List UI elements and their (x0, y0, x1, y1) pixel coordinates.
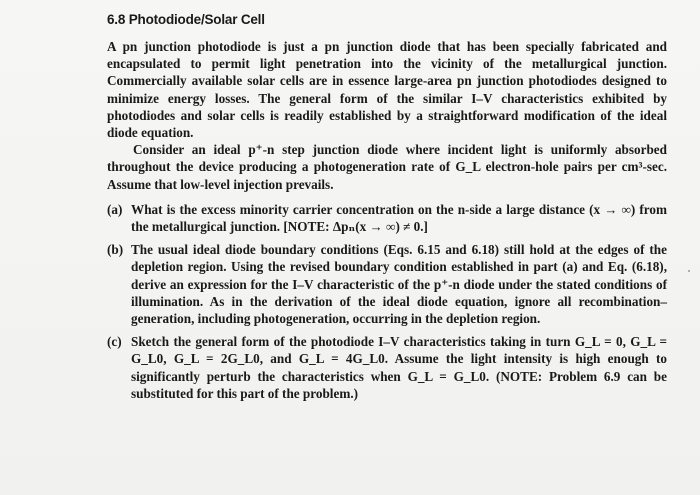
part-text: Sketch the general form of the photodiode I–V characteristics taking in turn G_L = 0, G_L = G_L0, G_L = 2G_L0, and G_L = 4G_L0. Assume the light intensity is high enough to significantly perturb the characteristics when G_L = G_L0. (NOTE: Problem 6.9 can be substituted for this part of the problem.) (131, 334, 667, 401)
setup-paragraph: Consider an ideal p⁺-n step junction diode where incident light is uniformly absorbed throughout the device producing a photogeneration rate of G_L electron-hole pairs per cm³-sec. Assume that low-level injection prevails. (107, 142, 667, 192)
part-label: (c) (107, 334, 122, 350)
scan-speck (688, 270, 690, 272)
problem-part-c (107, 333, 667, 402)
problem-part-b (107, 241, 667, 327)
problem-parts (107, 201, 667, 402)
intro-paragraph: A pn junction photodiode is just a pn junction diode that has been specially fabricated and encapsulated to permit light penetration into the vicinity of the metallurgical junction. Commercially available solar cells are in essence large-area pn junction photodiodes designed to minimize energy losses. The general form of the similar I–V characteristics exhibited by photodiodes and solar cells is readily established by a straightforward modification of the ideal diode equation. (107, 39, 667, 141)
problem-part-a (107, 201, 667, 235)
section-heading: 6.8 Photodiode/Solar Cell (107, 12, 265, 27)
part-label: (b) (107, 242, 124, 258)
part-label: (a) (107, 201, 123, 217)
part-text: What is the excess minority carrier concentration on the n-side a large distance (x → ∞) from the metallurgical junction. [NOTE: Δpₙ(x → ∞) ≠ 0.] (131, 201, 667, 235)
section-body (107, 38, 667, 408)
part-text: The usual ideal diode boundary conditions (Eqs. 6.15 and 6.18) still hold at the edges of the depletion region. Using the revised boundary condition established in part (a) and Eq. (6.18), derive an expression for the I–V characteristic of the p⁺-n diode under the stated conditions of illumination. As in the derivation of the ideal diode equation, ignore all recombination–generation, including photogeneration, occurring in the depletion region. (131, 242, 667, 327)
